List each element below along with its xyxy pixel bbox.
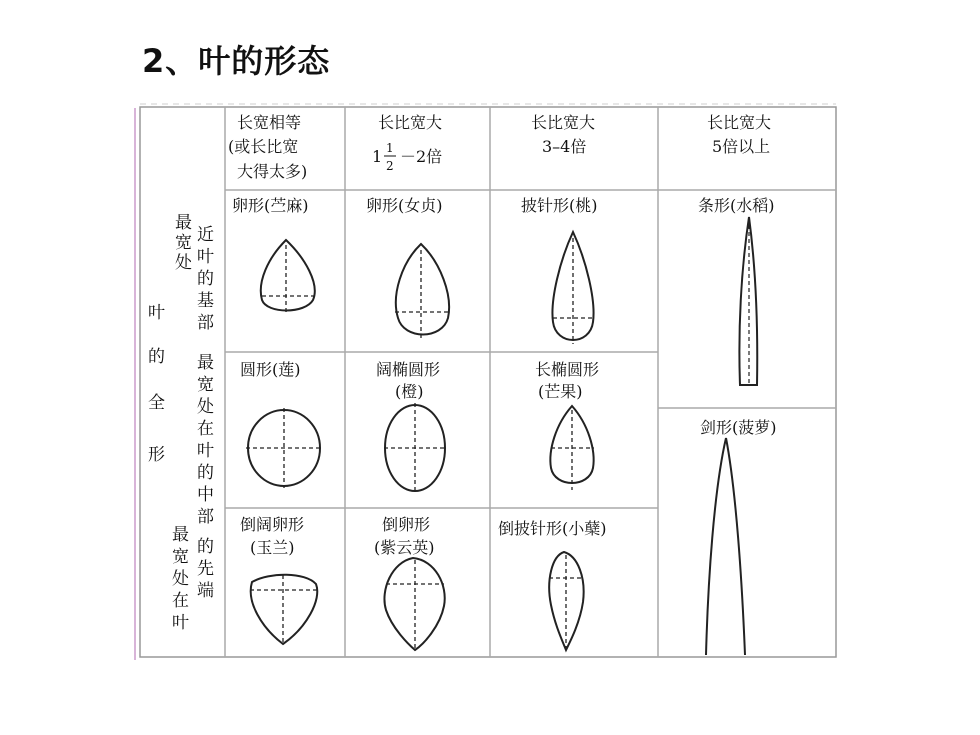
grp-base-7: 基: [197, 291, 214, 311]
grp-tip-4: 在: [172, 591, 189, 611]
cell-labels: [232, 196, 777, 557]
leaf-shapes: [246, 217, 757, 655]
row-main-char-2: 的: [148, 347, 165, 367]
grp-base-1: 最: [175, 213, 192, 233]
grp-tip-2: 宽: [172, 547, 189, 567]
label-obovate-2: (紫云英): [374, 538, 435, 557]
label-oblong-2: (芒果): [538, 382, 583, 401]
grp-mid-8: 部: [197, 507, 214, 527]
leaf-obovate: [384, 558, 444, 650]
grp-mid-7: 中: [197, 485, 214, 505]
grp-base-6: 的: [197, 269, 214, 289]
label-ovate: 卵形(苎麻): [232, 196, 309, 215]
label-obovate-1: 倒卵形: [382, 515, 431, 534]
col2-line1: 长比宽大: [378, 113, 443, 132]
grp-mid-6: 的: [197, 463, 214, 483]
col2-suffix: －2倍: [400, 147, 443, 166]
grp-mid-4: 在: [197, 419, 214, 439]
col2-den: 2: [386, 159, 394, 173]
col3-line2: 3–4倍: [542, 137, 587, 156]
leaf-wide-elliptic: [384, 403, 446, 493]
grp-base-4: 近: [197, 225, 214, 245]
col4-line2: 5倍以上: [712, 137, 771, 156]
leaf-wide-obovate: [250, 575, 318, 644]
row-main-char-1: 叶: [148, 303, 165, 323]
leaf-ovate: [261, 240, 315, 312]
grp-mid-2: 宽: [197, 375, 214, 395]
grp-mid-5: 叶: [197, 441, 214, 461]
grp-mid-1: 最: [197, 353, 214, 373]
col1-line2: (或长比宽: [228, 137, 299, 156]
col2-whole: 1: [372, 147, 383, 166]
leaf-linear: [739, 217, 757, 385]
leaf-ensiform: [706, 438, 745, 655]
label-orbicular: 圆形(莲): [240, 360, 301, 379]
label-obovate-wide-1: 倒阔卵形: [240, 515, 305, 534]
grp-tip-8: 端: [197, 581, 214, 601]
label-oblong-1: 长椭圆形: [535, 360, 600, 379]
label-oblanceolate: 倒披针形(小蘖): [498, 519, 607, 538]
grp-tip-3: 处: [172, 569, 189, 589]
leaf-orbicular: [246, 408, 322, 488]
row-main-char-3: 全: [148, 393, 165, 413]
grp-tip-6: 的: [197, 537, 214, 557]
row-header: [148, 213, 214, 633]
column-headers: [228, 113, 771, 181]
grp-tip-1: 最: [172, 525, 189, 545]
grp-mid-3: 处: [197, 397, 214, 417]
col3-line1: 长比宽大: [531, 113, 596, 132]
table-grid: [140, 107, 836, 657]
label-elliptic-2: (橙): [395, 382, 424, 401]
label-linear: 条形(水稻): [698, 196, 775, 215]
label-ensiform: 剑形(菠萝): [700, 418, 777, 437]
page-title: 2、叶的形态: [142, 42, 331, 80]
col4-line1: 长比宽大: [707, 113, 772, 132]
leaf-oblanceolate: [549, 552, 584, 650]
label-obovate-wide-2: (玉兰): [250, 538, 295, 557]
col1-line1: 长宽相等: [237, 113, 302, 132]
row-main-char-4: 形: [148, 445, 165, 465]
col1-line3: 大得太多): [237, 162, 308, 181]
label-ovate2: 卵形(女贞): [366, 196, 443, 215]
label-elliptic-1: 阔椭圆形: [376, 360, 441, 379]
grp-tip-5: 叶: [172, 613, 189, 633]
grp-base-5: 叶: [197, 247, 214, 267]
grp-base-2: 宽: [175, 233, 192, 253]
leaf-oblong: [550, 406, 594, 490]
label-lanceolate: 披针形(桃): [521, 196, 598, 215]
leaf-lanceolate: [552, 232, 593, 344]
grp-base-3: 处: [175, 253, 192, 273]
leaf-ovate-2: [395, 244, 450, 338]
grp-base-8: 部: [197, 313, 214, 333]
grp-tip-7: 先: [197, 559, 214, 579]
col2-num: 1: [386, 141, 394, 155]
